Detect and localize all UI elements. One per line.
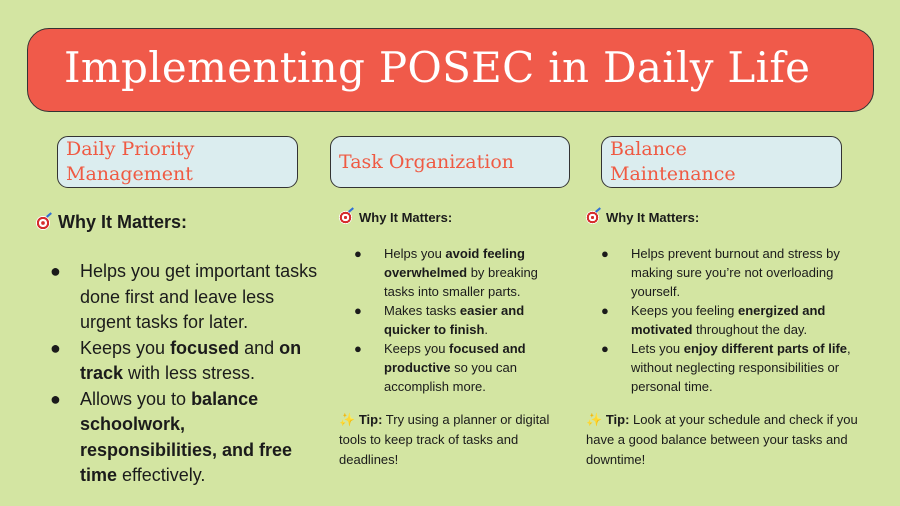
- bullet-text-bold: focused: [170, 337, 240, 358]
- why-label: Why It Matters:: [359, 210, 453, 225]
- why-it-matters-heading: [586, 210, 876, 225]
- why-it-matters-heading: [36, 212, 326, 233]
- bullet-item: [36, 387, 326, 489]
- bullet-text: Keeps you: [384, 341, 450, 356]
- bullet-dot: ●: [50, 337, 61, 358]
- tip: [586, 410, 876, 470]
- title-banner: [27, 28, 874, 112]
- header-line: Balance: [610, 138, 687, 160]
- header-balance-maintenance: [601, 136, 842, 188]
- bullet-text: .: [484, 322, 489, 337]
- page-title: Implementing POSEC in Daily Life: [64, 43, 811, 92]
- bullet-text-bold: avoid feeling overwhelmed: [384, 246, 525, 280]
- tip-label: Tip:: [605, 412, 630, 427]
- sparkles-icon: ✨: [339, 412, 356, 427]
- bullet-dot: ●: [354, 341, 362, 356]
- bullet-text-bold: easier and quicker to finish: [384, 303, 525, 337]
- tip: [339, 410, 571, 470]
- bullet-text: , without neglecting responsibilities or personal time.: [631, 341, 851, 394]
- header-task-organization: [330, 136, 570, 188]
- direct-hit-target-icon: [36, 216, 50, 230]
- tip-label: Tip:: [358, 412, 383, 427]
- direct-hit-target-icon: [339, 211, 352, 224]
- tip-text: Look at your schedule and check if you have a good balance between your tasks and downtime!: [586, 412, 858, 467]
- bullet-dot: ●: [601, 303, 609, 318]
- bullet-text-bold: focused and productive: [384, 341, 526, 375]
- bullet-item: [339, 244, 571, 301]
- header-line: Daily Priority: [66, 138, 195, 160]
- bullet-text: by breaking tasks into smaller parts.: [384, 265, 538, 299]
- bullet-text: effectively.: [117, 465, 206, 485]
- bullet-dot: ●: [50, 388, 61, 409]
- bullet-text: with less stress.: [123, 363, 256, 383]
- why-it-matters-heading: [339, 210, 571, 225]
- bullet-text-bold: on track: [80, 337, 302, 383]
- direct-hit-target-icon: [586, 211, 599, 224]
- bullet-item: [36, 336, 326, 387]
- bullet-dot: ●: [354, 303, 362, 318]
- bullet-item: [586, 244, 876, 301]
- why-label: Why It Matters:: [606, 210, 700, 225]
- bullet-text-bold: balance schoolwork, responsibilities, and free time: [80, 388, 293, 485]
- bullet-text: so you can accomplish more.: [384, 360, 517, 394]
- bullet-text: throughout the day.: [692, 322, 808, 337]
- bullet-item: [586, 301, 876, 339]
- bullet-text: Makes tasks: [384, 303, 460, 318]
- bullet-item: [339, 339, 571, 396]
- bullet-dot: ●: [354, 246, 362, 261]
- section-balance-maintenance: [586, 210, 876, 470]
- tip-text: Try using a planner or digital tools to keep track of tasks and deadlines!: [339, 412, 550, 467]
- bullet-text: Allows you to: [80, 388, 192, 409]
- header-daily-priority-management: [57, 136, 298, 188]
- bullet-text: Helps prevent burnout and stress by making sure you’re not overloading yourself.: [631, 246, 840, 299]
- bullet-dot: ●: [601, 341, 609, 356]
- bullet-dot: ●: [601, 246, 609, 261]
- bullet-list: [36, 259, 326, 489]
- bullet-list: [586, 244, 876, 396]
- header-line: Task Organization: [339, 151, 515, 173]
- bullet-text: Helps you: [384, 246, 446, 261]
- bullet-item: [586, 339, 876, 396]
- bullet-text: and: [239, 337, 280, 358]
- bullet-text: Lets you: [631, 341, 684, 356]
- bullet-text: Keeps you: [80, 337, 171, 358]
- bullet-item: [36, 259, 326, 336]
- section-daily-priority-management: [36, 212, 326, 489]
- bullet-dot: ●: [50, 261, 61, 281]
- bullet-item: [339, 301, 571, 339]
- bullet-text: Keeps you feeling: [631, 303, 738, 318]
- bullet-list: [339, 244, 571, 396]
- why-label: Why It Matters:: [58, 212, 188, 232]
- bullet-text: Helps you get important tasks done first and leave less urgent tasks for later.: [80, 261, 318, 332]
- bullet-text-bold: enjoy different parts of life: [683, 341, 848, 356]
- bullet-text-bold: energized and motivated: [631, 303, 826, 337]
- header-line: Maintenance: [610, 163, 736, 185]
- section-task-organization: [339, 210, 571, 470]
- sparkles-icon: ✨: [586, 412, 603, 427]
- header-line: Management: [66, 163, 193, 185]
